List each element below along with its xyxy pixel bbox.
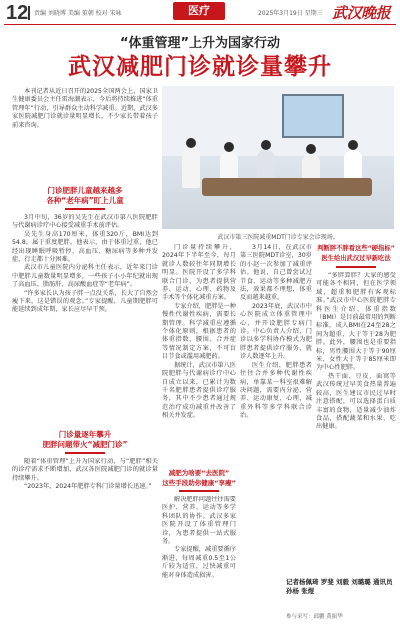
- col1-subheading-line2: 各种“老年病”盯上儿童: [46, 196, 124, 205]
- col1-body-2: [12, 458, 158, 618]
- editor-credits: 责编 刘晓博 美编 董朝 校对 宋咏: [34, 10, 122, 17]
- paragraph: 专家提醒，减重要循序渐进，每周减重0.5至1公斤较为适宜，过快减重可能对身体造成损害。: [162, 546, 236, 579]
- header-rule: [4, 24, 396, 25]
- col4-subheading-line2: 医生给出武汉过早新吃法: [321, 255, 391, 262]
- col1-subheading-line1: 门诊肥胖儿童越来越多: [47, 186, 123, 195]
- paragraph: “2023年，2024年肥胖专科门诊量增长迅速。”: [24, 483, 152, 491]
- photo-person-head: [306, 144, 316, 154]
- page-number: 12: [6, 2, 29, 24]
- photo-table: [202, 178, 372, 196]
- col3-body: [240, 244, 312, 620]
- col2-body-2: [162, 496, 236, 620]
- article-subtitle: “体重管理”上升为国家行动: [119, 36, 281, 51]
- paragraph: “多胖算胖？大家的感受可能各不相同，但在医学领域，超重和肥胖有客观标准。”武汉市中心医院肥胖专科医生介绍，体重指数（BMI）是目前最常用的判断标准，成人BMI在24至28之间为超重，大于等于28为肥胖。此外，腰围也是重要指标，男性腰围大于等于90厘米、女性大于等于85厘米即为中心性肥胖。: [316, 272, 396, 372]
- issue-date: 2025年3月19日 星期三: [258, 10, 323, 17]
- paragraph: 3月中旬，36岁的吴先生在武汉市第八医院肥胖与代谢病诊疗中心接受减重手术前评估。: [12, 214, 158, 230]
- paragraph: 热干面、豆皮、面窝等武汉传统过早美食热量普遍较高，医生建议市民过早时注意搭配，可以选择蛋白质丰富的食物，适量减少油炸食品，搭配蔬菜和水果，吃出健康。: [316, 372, 396, 431]
- paragraph: 2023年底，武汉市中心医院成立体重管理中心，并开设肥胖专病门诊。中心负责人介绍，门诊以多学科协作模式为肥胖患者提供诊疗服务，就诊人数逐年上升。: [240, 302, 312, 361]
- paragraph: 3月14日，在武汉市第三医院MDT诊室，30岁的小赵一次参加了减重评估。他说，自己曾尝试过节食、运动等多种减肥方法，效果都不理想，体重反而越来越重。: [240, 244, 312, 302]
- paragraph: 医生介绍，肥胖患者往往合并多种代谢性疾病，单靠某一科室很难解决问题，需要内分泌、营养、运动康复、心理、减重外科等多学科联合诊治。: [240, 361, 312, 420]
- paragraph: 吴先生身高170厘米，体重320斤，BMI达到54.8，属于重度肥胖。他表示，由于体重过重，他已经出现睡眠呼吸暂停、高血压、糖尿病等多种并发症，行走都十分困难。: [12, 230, 158, 264]
- col4-subheading-line1: 判断胖不胖看这些“硬指标”: [317, 245, 395, 252]
- col2-subheading-line2: 这些手段助你健康“享瘦”: [162, 479, 236, 487]
- paragraph: 专家介绍，肥胖是一种慢性代谢性疾病，需要长期管理。科学减重应遵循个体化原则，根据患者的体重指数、腰围、合并症等情况制定方案，不可盲目节食或滥用减肥药。: [162, 302, 236, 361]
- photo-caption: 武汉市第三医院减重MDT门诊专家会诊现场。: [217, 234, 339, 241]
- subheading-rule: [179, 490, 219, 492]
- newspaper-logo: 武汉晚报: [332, 4, 391, 22]
- section-label: 医疗: [173, 2, 225, 20]
- col2-subheading: [162, 468, 236, 492]
- paragraph: 解决肥胖问题往往需要医护、营养、运动等多学科团队的协作。武汉多家医院开设了体重管理门诊，为患者提供一站式服务。: [162, 496, 236, 546]
- paragraph: 据统计，武汉市第八医院肥胖与代谢病诊疗中心自成立以来，已累计为数千名肥胖患者提供诊疗服务，其中不少患者通过规范治疗成功减重并改善了相关并发症。: [162, 361, 236, 420]
- header-divider: [28, 6, 30, 20]
- article-byline: 记者杨佩琦 罗斐 刘毅 刘璐璐 通讯员 孙杨 张煜: [286, 578, 393, 595]
- page-header: [0, 0, 400, 26]
- col1-subheading-2: [12, 430, 158, 454]
- paragraph: 门诊量持续攀升，2024年下半年至今，每月就诊人数较往年同期增长明显。医院开设了多学科联合门诊，为患者提供营养、运动、心理、药物及手术等个体化减重方案。: [162, 244, 236, 302]
- photo-person-head: [224, 142, 234, 152]
- subheading-rule: [65, 452, 105, 454]
- col4-subheading: [316, 244, 396, 268]
- col1-subheading2-line1: 门诊量逐年攀升: [58, 430, 112, 439]
- col1-subheading: [12, 186, 158, 210]
- paragraph: “许多家长认为孩子胖一点没关系，长大了自然会瘦下来，这是错误的观念。”专家提醒，儿童期肥胖可能延续到成年期，家长应尽早干预。: [12, 289, 158, 314]
- contributors-line: 参与采写：邱鹏 黄振华: [286, 614, 343, 620]
- photo-person: [182, 148, 200, 188]
- subheading-rule: [336, 266, 376, 268]
- paragraph: 武汉市儿童医院内分泌科主任表示，近年来门诊中肥胖儿童数量明显增多，一些孩子小小年纪就出现了高血压、脂肪肝、高尿酸血症等“老年病”。: [12, 264, 158, 289]
- article-headline: 武汉减肥门诊就诊量攀升: [68, 54, 332, 80]
- photo-person-head: [186, 138, 196, 148]
- col1-subheading2-line2: 肥胖问题带火“减肥门诊”: [42, 440, 128, 449]
- paragraph: 随着“体重管理”上升为国家行动，与“肥胖”相关的诊疗需求不断增加，武汉各医院减肥门诊的就诊量持续攀升。: [12, 458, 158, 482]
- photo-monitor: [282, 94, 344, 138]
- photo-wall: [162, 86, 394, 156]
- photo-person-head: [261, 140, 271, 150]
- subheading-rule: [65, 208, 105, 210]
- col1-body: [12, 214, 158, 426]
- col2-body: [162, 244, 236, 462]
- news-photo: [162, 86, 394, 229]
- photo-person-head: [348, 140, 358, 150]
- article-lead: 本刊记者从近日召开的2025全国两会上，国家卫生健康委员会主任雷海潮表示，今后将持续推进“体重管理年”行动，引导群众主动科学减重。近期，武汉多家医院减肥门诊就诊量明显增长，不少家长带着孩子前来咨询。: [12, 88, 158, 129]
- col2-subheading-line1: 减肥为啥要“去医院”: [168, 469, 230, 477]
- col4-body: [316, 272, 396, 574]
